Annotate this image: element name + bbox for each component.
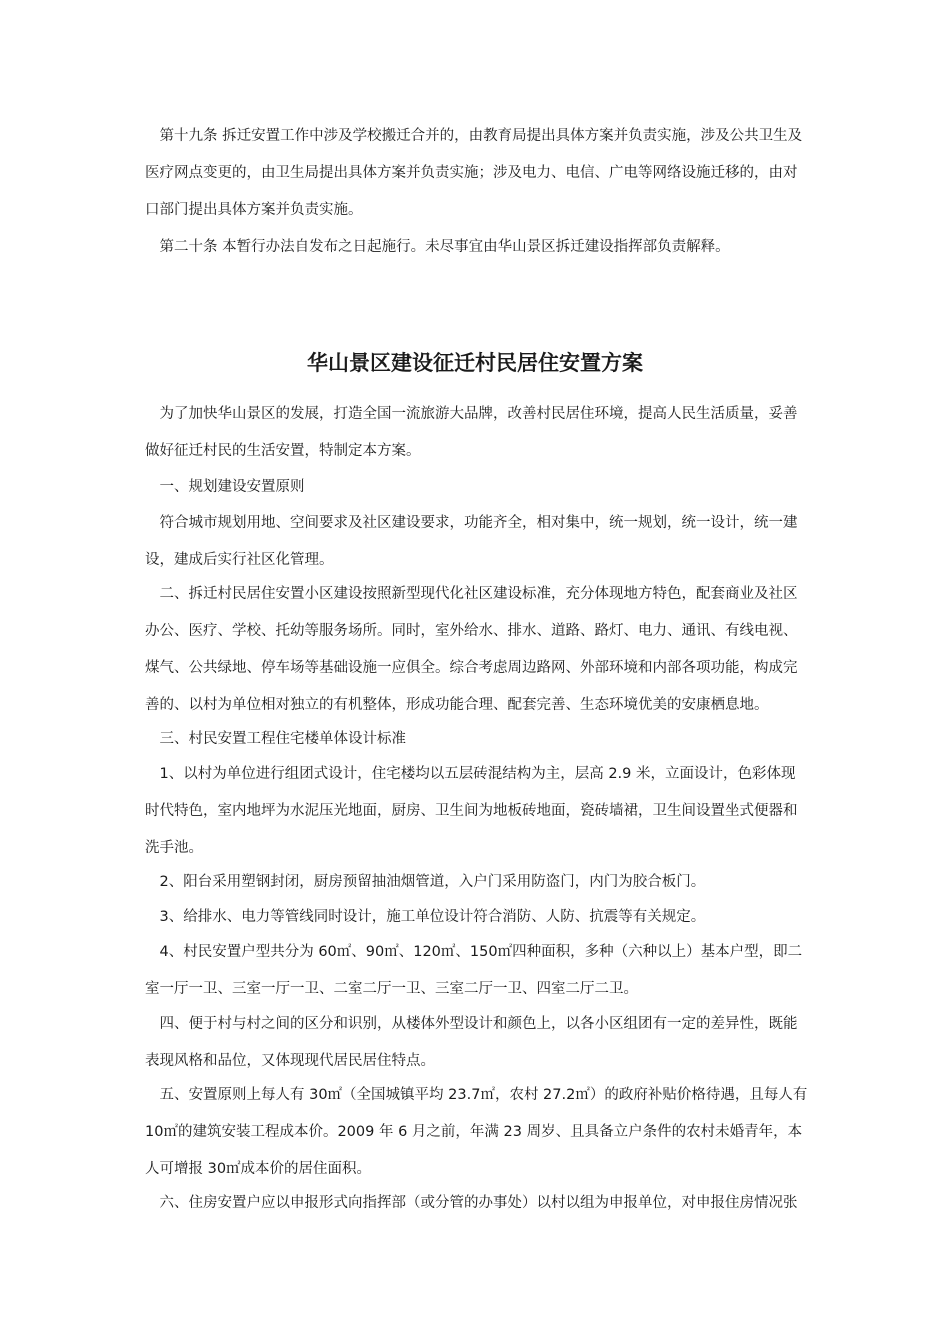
section-3-heading: 三、村民安置工程住宅楼单体设计标准 [145, 731, 406, 747]
intro-paragraph: 为了加快华山景区的发展，打造全国一流旅游大品牌，改善村民居住环境，提高人民生活质量，妥善做好征迁村民的生活安置，特制定本方案。 [145, 406, 798, 459]
section-2-paragraph: 二、拆迁村民居住安置小区建设按照新型现代化社区建设标准，充分体现地方特色，配套商业及社区办公、医疗、学校、托幼等服务场所。同时，室外给水、排水、道路、路灯、电力、通讯、有线电视、煤气、公共绿地、停车场等基础设施一应俱全。综合考虑周边路网、外部环境和内部各项功能，构成完善的、以村为单位相对独立的有机整体，形成功能合理、配套完善、生态环境优美的安康栖息地。 [145, 586, 798, 713]
item-2-paragraph: 2、阳台采用塑钢封闭，厨房预留抽油烟管道，入户门采用防盗门，内门为胶合板门。 [145, 874, 706, 890]
section-6-paragraph: 六、住房安置户应以申报形式向指挥部（或分管的办事处）以村以组为申报单位，对申报住房情况张 [145, 1195, 798, 1211]
item-4-paragraph: 4、村民安置户型共分为 60㎡、90㎡、120㎡、150㎡四种面积，多种（六种以上）基本户型，即二室一厅一卫、三室一厅一卫、二室二厅一卫、三室二厅一卫、四室二厅二卫。 [145, 944, 803, 997]
item-1-paragraph: 1、以村为单位进行组团式设计，住宅楼均以五层砖混结构为主，层高 2.9 米，立面设计，色彩体现时代特色，室内地坪为水泥压光地面，厨房、卫生间为地板砖地面，瓷砖墙裙，卫生间设置坐式便器和洗手池。 [145, 766, 798, 856]
section-1-body: 符合城市规划用地、空间要求及社区建设要求，功能齐全，相对集中，统一规划，统一设计，统一建设，建成后实行社区化管理。 [145, 515, 798, 568]
page-title: 华山景区建设征迁村民居住安置方案 [307, 351, 643, 375]
section-4-paragraph: 四、便于村与村之间的区分和识别，从楼体外型设计和颜色上，以各小区组团有一定的差异性，既能表现风格和品位，又体现现代居民居住特点。 [145, 1016, 798, 1069]
item-3-paragraph: 3、给排水、电力等管线同时设计，施工单位设计符合消防、人防、抗震等有关规定。 [145, 909, 706, 925]
section-1-heading: 一、规划建设安置原则 [145, 479, 305, 495]
section-5-paragraph: 五、安置原则上每人有 30㎡（全国城镇平均 23.7㎡，农村 27.2㎡）的政府补贴价格待遇，且每人有 10㎡的建筑安装工程成本价。2009 年 6 月之前，年满 23 周岁、且具备立户条件的农村未婚青年，本人可增报 30㎡成本价的居住面积。 [145, 1087, 812, 1177]
article-20-paragraph: 第二十条 本暂行办法自发布之日起施行。未尽事宜由华山景区拆迁建设指挥部负责解释。 [145, 239, 730, 255]
article-19-paragraph: 第十九条 拆迁安置工作中涉及学校搬迁合并的，由教育局提出具体方案并负责实施，涉及公共卫生及医疗网点变更的，由卫生局提出具体方案并负责实施；涉及电力、电信、广电等网络设施迁移的，由对口部门提出具体方案并负责实施。 [145, 128, 803, 218]
